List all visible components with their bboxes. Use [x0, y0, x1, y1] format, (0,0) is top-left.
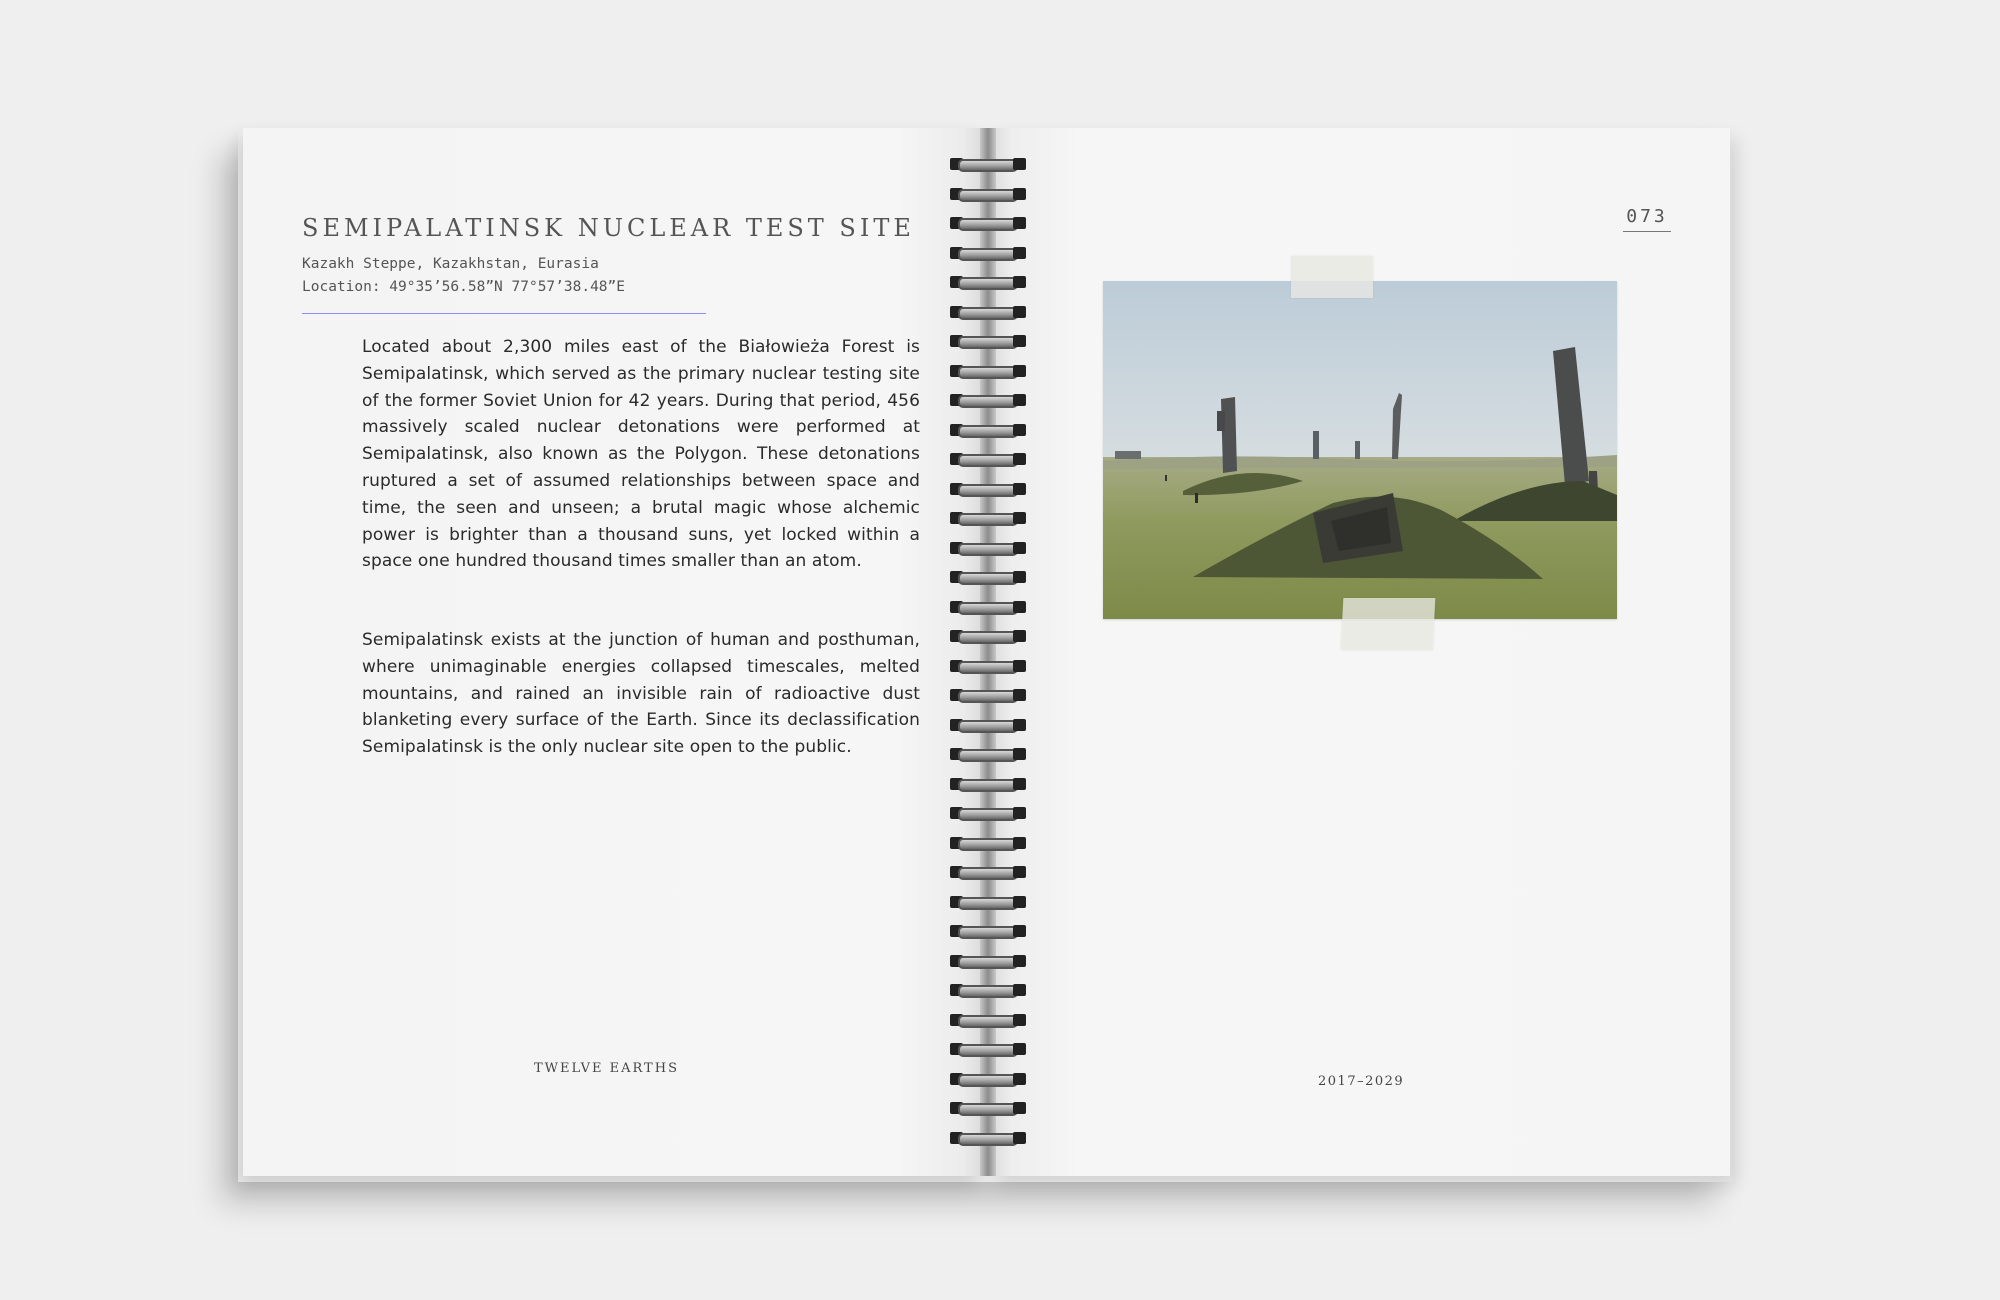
- spiral-coil: [948, 392, 1028, 406]
- spiral-coil: [948, 422, 1028, 436]
- footer-book-title: TWELVE EARTHS: [534, 1061, 679, 1076]
- spiral-coil: [948, 1071, 1028, 1085]
- spiral-coil: [948, 1100, 1028, 1114]
- spiral-coil: [948, 776, 1028, 790]
- spiral-coil: [948, 687, 1028, 701]
- spiral-coil: [948, 628, 1028, 642]
- page-number: 073: [1623, 206, 1671, 232]
- tape-strip-bottom: [1341, 598, 1436, 650]
- spiral-binding: [948, 156, 1028, 1146]
- spiral-coil: [948, 953, 1028, 967]
- spiral-coil: [948, 510, 1028, 524]
- region-subtitle: Kazakh Steppe, Kazakhstan, Eurasia: [302, 256, 599, 272]
- location-coordinates: Location: 49°35’56.58”N 77°57’38.48”E: [302, 279, 626, 295]
- spiral-coil: [948, 215, 1028, 229]
- spiral-coil: [948, 864, 1028, 878]
- tape-strip-top: [1291, 256, 1373, 298]
- page-title: SEMIPALATINSK NUCLEAR TEST SITE: [302, 214, 915, 242]
- spiral-coil: [948, 1041, 1028, 1055]
- spiral-coil: [948, 186, 1028, 200]
- spiral-coil: [948, 1130, 1028, 1144]
- spiral-coil: [948, 746, 1028, 760]
- spiral-coil: [948, 333, 1028, 347]
- spiral-coil: [948, 481, 1028, 495]
- accent-rule: [302, 313, 706, 314]
- body-paragraph-1: Located about 2,300 miles east of the Białowieża Forest is Semipalatinsk, which served as the primary nuclear testing site of the former Soviet Union for 42 years. During that period, 456 massively scaled nuclear detonations were performed at Semipalatinsk, also known as the Polygon. These detonations ruptured a set of assumed relationships between space and time, the seen and unseen; a brutal magic whose alchemic power is brighter than a thousand suns, yet locked within a space one hundred thousand times smaller than an atom.: [362, 337, 920, 572]
- spiral-coil: [948, 274, 1028, 288]
- body-paragraph-2: Semipalatinsk exists at the junction of human and posthuman, where unimaginable energies collapsed timescales, melted mountains, and rained an invisible rain of radioactive dust blanketing every surface of the Earth. Since its declassification Semipalatinsk is the only nuclear site open to the public.: [362, 630, 920, 758]
- spiral-coil: [948, 1012, 1028, 1026]
- spiral-coil: [948, 805, 1028, 819]
- spiral-coil: [948, 658, 1028, 672]
- spiral-coil: [948, 835, 1028, 849]
- spiral-coil: [948, 363, 1028, 377]
- spiral-coil: [948, 982, 1028, 996]
- spiral-coil: [948, 540, 1028, 554]
- spiral-coil: [948, 156, 1028, 170]
- spiral-coil: [948, 923, 1028, 937]
- spiral-coil: [948, 304, 1028, 318]
- spiral-coil: [948, 894, 1028, 908]
- spiral-coil: [948, 599, 1028, 613]
- spiral-coil: [948, 717, 1028, 731]
- spiral-coil: [948, 245, 1028, 259]
- spiral-coil: [948, 451, 1028, 465]
- footer-years: 2017–2029: [1318, 1074, 1405, 1089]
- spiral-coil: [948, 569, 1028, 583]
- test-site-photo: [1103, 281, 1617, 619]
